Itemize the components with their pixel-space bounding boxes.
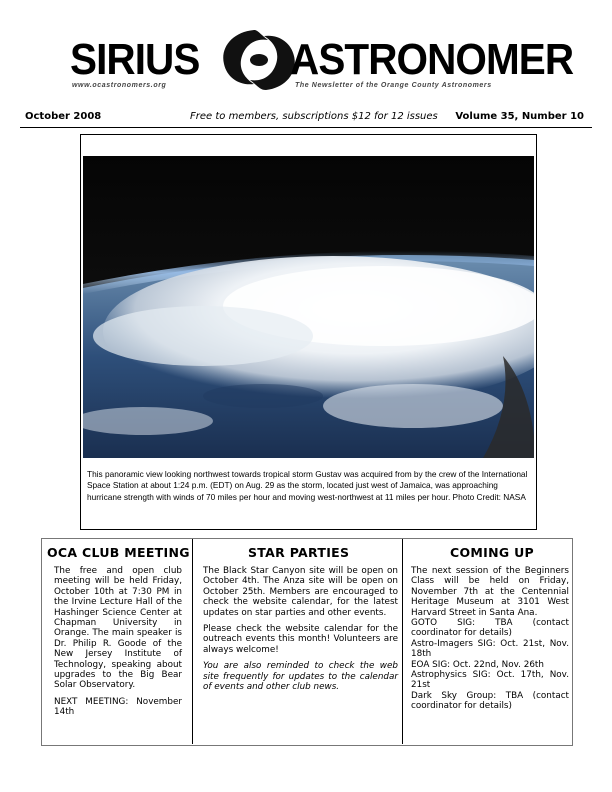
masthead-title-right: ASTRONOMER (290, 35, 574, 84)
star-parties-column (192, 539, 402, 744)
coming-up-item: GOTO SIG: TBA (contact coordinator for details) (411, 618, 569, 639)
masthead-website[interactable]: www.ocastronomers.org (72, 82, 167, 89)
coming-up-item: The next session of the Beginners Class will be held on Friday, November 7th at the Centennial Heritage Museum at 3101 West Harvard Street in Santa Ana. (411, 566, 569, 618)
star-parties-paragraph: The Black Star Canyon site will be open on October 4th. The Anza site will be open on October 25th. Members are encouraged to check the website calendar, for the latest updates on star parties and other events. (203, 566, 398, 618)
issue-volume: Volume 35, Number 10 (455, 111, 584, 122)
photo-caption: This panoramic view looking northwest towards tropical storm Gustav was acquired from by the crew of the International Space Station at about 1:24 p.m. (EDT) on Aug. 29 as the storm, located just west of Jamaica, was approaching hurricane strength with winds of 70 miles per hour and moving west-northwest at 11 miles per hour. Photo Credit: NASA (87, 469, 528, 502)
masthead (70, 24, 574, 94)
star-parties-reminder: You are also reminded to check the web site frequently for updates to the calendar of events and other club news. (203, 661, 398, 693)
star-parties-paragraph: Please check the website calendar for the outreach events this month! Volunteers are always welcome! (203, 624, 398, 655)
coming-up-body (411, 566, 569, 712)
masthead-title-left: SIRIUS (70, 35, 200, 84)
star-parties-body (203, 566, 398, 698)
issue-date: October 2008 (25, 111, 102, 122)
feature-photo-box (80, 134, 537, 530)
issue-line (20, 108, 592, 128)
coming-up-heading: COMING UP (450, 545, 534, 560)
club-meeting-heading: OCA CLUB MEETING (47, 545, 190, 560)
coming-up-item: Astro-Imagers SIG: Oct. 21st, Nov. 18th (411, 638, 569, 660)
coming-up-column (402, 539, 572, 744)
next-meeting-text: NEXT MEETING: November 14th (54, 696, 182, 718)
club-meeting-body (54, 566, 182, 724)
info-box (41, 538, 573, 746)
hurricane-photo (83, 156, 534, 458)
subscription-note: Free to members, subscriptions $12 for 12 issues (190, 111, 438, 122)
coming-up-item: EOA SIG: Oct. 22nd, Nov. 26th (411, 659, 544, 670)
masthead-tagline: The Newsletter of the Orange County Astronomers (295, 82, 492, 89)
club-meeting-column (42, 539, 192, 744)
coming-up-item: Dark Sky Group: TBA (contact coordinator for details) (411, 690, 569, 712)
star-parties-heading: STAR PARTIES (248, 545, 350, 560)
club-meeting-text: The free and open club meeting will be held Friday, October 10th at 7:30 PM in the Irvine Lecture Hall of the Hashinger Science Center at Chapman University in Orange. The main speaker is Dr. Philip R. Goode of the New Jersey Institute of Technology, speaking about upgrades to the Big Bear Solar Observatory. (54, 566, 182, 691)
coming-up-item: Astrophysics SIG: Oct. 17th, Nov. 21st (411, 670, 569, 691)
